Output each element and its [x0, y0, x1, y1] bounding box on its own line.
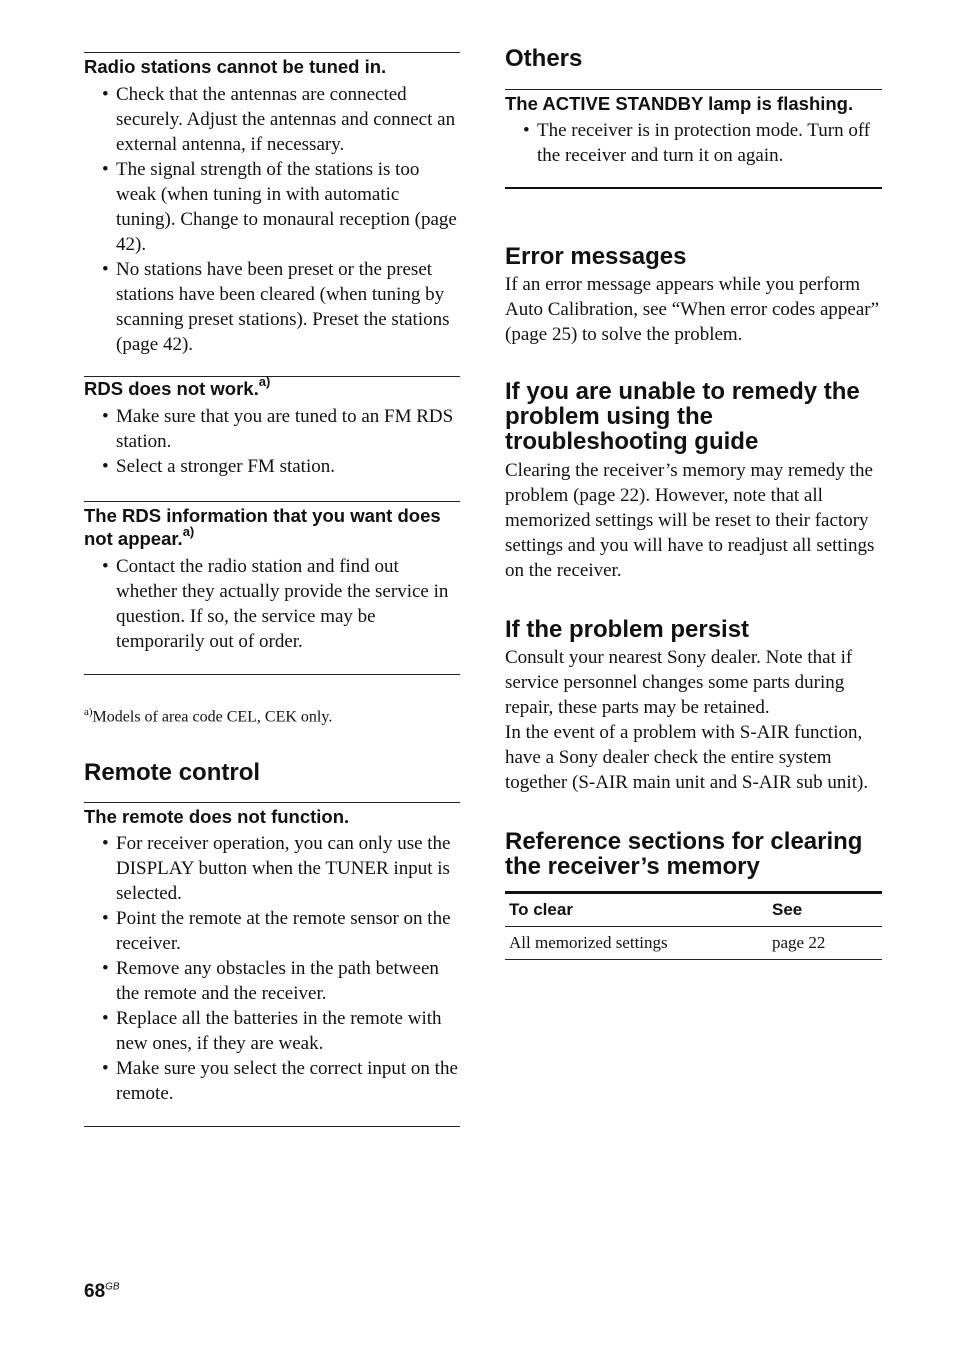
bullet-icon: •: [102, 1058, 109, 1080]
others-title: Others: [505, 45, 583, 72]
bullet-icon: •: [102, 1008, 109, 1030]
error-messages-title: Error messages: [505, 243, 687, 270]
list-item: • No stations have been preset or the preset stations have been cleared (when tuning by scanning preset stations). Preset the stations (page 42).: [102, 259, 450, 355]
radio-list: [84, 82, 460, 357]
remote-heading: The remote does not function.: [84, 806, 350, 828]
bullet-icon: •: [102, 259, 109, 280]
table-header-row: [505, 894, 882, 927]
list-item: • Replace all the batteries in the remote with new ones, if they are weak.: [102, 1008, 442, 1055]
divider: [84, 674, 460, 675]
list-item: • The signal strength of the stations is too weak (when tuning in with automatic tuning). Change to monaural reception (page 42).: [102, 159, 457, 255]
remote-control-title: Remote control: [84, 759, 261, 787]
problem-persist-title: If the problem persist: [505, 616, 750, 643]
page-number: $68^{GB}$: [84, 1281, 120, 1302]
unable-to-remedy-text: Clearing the receiver’s memory may remedy the problem (page 22). However, note that all memorized settings will be reset to their factory settings and you will have to readjust all settings on the receiver.: [505, 460, 875, 581]
active-standby-heading: The ACTIVE STANDBY lamp is flashing.: [505, 93, 854, 114]
bullet-icon: •: [102, 833, 109, 855]
bullet-icon: •: [523, 120, 530, 141]
divider: [84, 1126, 460, 1127]
s-air-text: In the event of a problem with S-AIR function, have a Sony dealer check the entire system together (S-AIR main unit and S-AIR sub unit).: [505, 722, 869, 793]
radio-heading: Radio stations cannot be tuned in.: [84, 56, 387, 77]
list-item: • Make sure you select the correct input on the remote.: [102, 1058, 458, 1105]
bullet-icon: •: [102, 406, 109, 427]
rds-heading: RDS does not work.$^{a)}$: [84, 373, 271, 399]
table-row: [505, 927, 882, 960]
list-item: • Make sure that you are tuned to an FM RDS station.: [102, 406, 454, 452]
unable-to-remedy-title: If you are unable to remedy the problem using the troubleshooting guide: [505, 378, 860, 455]
right-column: [505, 0, 882, 960]
remote-list: [84, 831, 460, 1106]
others-list: [505, 118, 882, 168]
list-item: • Check that the antennas are connected securely. Adjust the antennas and connect an external antenna, if necessary.: [102, 84, 456, 155]
divider: [505, 187, 882, 189]
bullet-icon: •: [102, 958, 109, 980]
table-cell: All memorized settings: [505, 927, 768, 960]
bullet-icon: •: [102, 556, 109, 577]
list-item: • Remove any obstacles in the path between the remote and the receiver.: [102, 958, 439, 1005]
bullet-icon: •: [102, 159, 109, 180]
column-header: See: [768, 894, 882, 927]
table-cell: page 22: [768, 927, 882, 960]
bullet-icon: •: [102, 456, 109, 477]
bullet-icon: •: [102, 908, 109, 930]
rds-info-list: [84, 554, 460, 654]
list-item: • For receiver operation, you can only use the DISPLAY button when the TUNER input is selected.: [102, 833, 451, 905]
problem-persist-text: Consult your nearest Sony dealer. Note that if service personnel changes some parts during repair, these parts may be retained.: [505, 647, 853, 718]
reference-table: [505, 894, 882, 960]
list-item: • Point the remote at the remote sensor on the receiver.: [102, 908, 451, 955]
bullet-icon: •: [102, 84, 109, 105]
list-item: • The receiver is in protection mode. Turn off the receiver and turn it on again.: [523, 120, 871, 166]
error-messages-text: If an error message appears while you perform Auto Calibration, see “When error codes appear” (page 25) to solve the problem.: [505, 274, 880, 345]
reference-sections-title: Reference sections for clearing the receiver’s memory: [505, 828, 863, 880]
list-item: • Select a stronger FM station.: [102, 456, 335, 477]
rds-info-heading: The RDS information that you want does not appear.$^{a)}$: [84, 505, 441, 549]
rds-list: [84, 404, 460, 479]
list-item: • Contact the radio station and find out whether they actually provide the service in question. If so, the service may be temporarily out of order.: [102, 556, 449, 652]
footnote: $^{a)}$Models of area code CEL, CEK only.: [84, 706, 333, 726]
left-column: [84, 0, 460, 1127]
column-header: To clear: [505, 894, 768, 927]
